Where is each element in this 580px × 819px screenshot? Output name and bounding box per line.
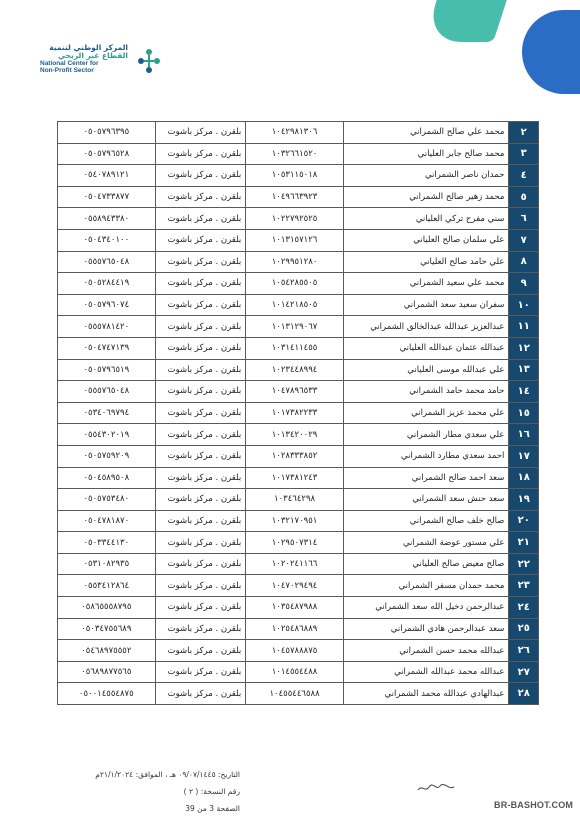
row-id-number: ١٠٤٥٥٤٤٦٥٨٨ xyxy=(246,683,344,705)
row-number: ٢ xyxy=(509,122,539,144)
row-name: محمد علي سعيد الشمراني xyxy=(343,273,509,295)
table-row xyxy=(58,143,539,165)
table-body xyxy=(58,122,539,705)
row-id-number: ١٠١٣١٢٩٠٦٧ xyxy=(246,316,344,338)
logo-arabic-line2: القطاع غير الربحي xyxy=(58,51,128,60)
row-phone: ٠٥٦٨٩٨٧٧٥٦٥ xyxy=(58,661,156,683)
row-number: ٢٦ xyxy=(509,640,539,662)
row-id-number: ١٠٢٨٣٣٣٨٥٢ xyxy=(246,445,344,467)
row-number: ٢١ xyxy=(509,532,539,554)
table-row xyxy=(58,597,539,619)
row-location: بلقرن . مركز باشوت xyxy=(155,208,246,230)
row-phone: ٠٥٥٨٩٤٣٣٨٠ xyxy=(58,208,156,230)
table-row xyxy=(58,294,539,316)
table-row xyxy=(58,618,539,640)
row-number: ٢٥ xyxy=(509,618,539,640)
table-row xyxy=(58,402,539,424)
footer-date: التاريخ: ٠٩/٠٧/١٤٤٥ هـ ، الموافق: ٢١/١/٢٠٢٤م xyxy=(95,770,240,779)
table-row xyxy=(58,424,539,446)
row-number: ١٥ xyxy=(509,402,539,424)
row-id-number: ١٠٤٢٩٨١٣٠٦ xyxy=(246,122,344,144)
table-row xyxy=(58,316,539,338)
row-number: ١٠ xyxy=(509,294,539,316)
row-phone: ٠٥٠٥٧٥٣٤٨٠ xyxy=(58,489,156,511)
logo-text xyxy=(40,44,128,74)
table-row xyxy=(58,208,539,230)
row-location: بلقرن . مركز باشوت xyxy=(155,640,246,662)
row-phone: ٠٥٠٤٣٤٠١٠٠ xyxy=(58,229,156,251)
table-row xyxy=(58,661,539,683)
row-name: عبدالهادي عبدالله محمد الشمراني xyxy=(343,683,509,705)
row-name: علي محمد عزيز الشمراني xyxy=(343,402,509,424)
row-phone: ٠٥٠٥٧٩٦٥٢٨ xyxy=(58,143,156,165)
row-location: بلقرن . مركز باشوت xyxy=(155,424,246,446)
table-row xyxy=(58,381,539,403)
table-row xyxy=(58,532,539,554)
table-row xyxy=(58,337,539,359)
row-phone: ٠٥٤٦٨٩٧٥٥٥٢ xyxy=(58,640,156,662)
document-footer xyxy=(90,766,240,817)
row-location: بلقرن . مركز باشوت xyxy=(155,618,246,640)
row-number: ٢٨ xyxy=(509,683,539,705)
row-location: بلقرن . مركز باشوت xyxy=(155,597,246,619)
row-location: بلقرن . مركز باشوت xyxy=(155,402,246,424)
row-id-number: ١٠٤٩٦٦٣٩٢٣ xyxy=(246,186,344,208)
row-location: بلقرن . مركز باشوت xyxy=(155,532,246,554)
row-phone: ٠٥٠٥٧٥٩٢٠٩ xyxy=(58,445,156,467)
row-number: ٢٧ xyxy=(509,661,539,683)
row-number: ١٢ xyxy=(509,337,539,359)
row-phone: ٠٥٣٤٠٦٩٧٩٤ xyxy=(58,402,156,424)
row-location: بلقرن . مركز باشوت xyxy=(155,294,246,316)
row-number: ١٣ xyxy=(509,359,539,381)
row-name: محمد صالح جابر العلياني xyxy=(343,143,509,165)
row-number: ٥ xyxy=(509,186,539,208)
row-name: علي سعدي مطار الشمراني xyxy=(343,424,509,446)
row-id-number: ١٠٤٧٨٩٦٥٣٣ xyxy=(246,381,344,403)
decorative-teal-shape xyxy=(423,0,507,42)
row-name: علي سلمان صالح العلياني xyxy=(343,229,509,251)
row-id-number: ١٠١٤٥٥٤٤٨٨ xyxy=(246,661,344,683)
row-phone: ٠٥٥٣٤١٢٨٦٤ xyxy=(58,575,156,597)
table-row xyxy=(58,683,539,705)
row-name: صالح خلف صالح الشمراني xyxy=(343,510,509,532)
row-name: حامد محمد حامد الشمراني xyxy=(343,381,509,403)
table-row xyxy=(58,229,539,251)
ncnp-logo xyxy=(40,44,160,86)
beneficiaries-table xyxy=(57,121,539,705)
table-row xyxy=(58,640,539,662)
footer-copy-number: رقم النسخة: ( ٢ ) xyxy=(183,787,240,796)
row-id-number: ١٠٥٤٢٨٥٥٠٥ xyxy=(246,273,344,295)
row-number: ٢٣ xyxy=(509,575,539,597)
row-name: علي عبدالله موسى العلياني xyxy=(343,359,509,381)
row-location: بلقرن . مركز باشوت xyxy=(155,445,246,467)
decorative-blue-shape xyxy=(522,10,580,94)
table-row xyxy=(58,445,539,467)
row-phone: ٠٥٠٥٧٩٦٣٩٥ xyxy=(58,122,156,144)
row-phone: ٠٥٠٥٢٨٤٤١٩ xyxy=(58,273,156,295)
row-id-number: ١٠٢٩٥٠٧٣١٤ xyxy=(246,532,344,554)
row-id-number: ١٠٢٥٤٨٦٨٨٩ xyxy=(246,618,344,640)
row-location: بلقرن . مركز باشوت xyxy=(155,381,246,403)
table-row xyxy=(58,553,539,575)
row-id-number: ١٠٥٣١١٥٠١٨ xyxy=(246,165,344,187)
row-number: ١١ xyxy=(509,316,539,338)
row-id-number: ١٠١٧٣٨١٢٤٣ xyxy=(246,467,344,489)
row-id-number: ١٠٣٢٦٦١٥٢٠ xyxy=(246,143,344,165)
row-phone: ٠٥٥٥٧٨١٤٢٠ xyxy=(58,316,156,338)
row-phone: ٠٥٥٥٧٦٥٠٤٨ xyxy=(58,381,156,403)
site-watermark: BR-BASHOT.COM xyxy=(494,800,574,810)
row-number: ١٦ xyxy=(509,424,539,446)
logo-mark-icon xyxy=(134,46,164,76)
row-id-number: ١٠٣٢١٧٠٩٥١ xyxy=(246,510,344,532)
row-phone: ٠٥٠٣٣٤٤١٣٠ xyxy=(58,532,156,554)
row-phone: ٠٥٠٠١٤٥٥٤٨٧٥ xyxy=(58,683,156,705)
table-row xyxy=(58,467,539,489)
row-phone: ٠٥٤٠٧٨٩١٢١ xyxy=(58,165,156,187)
row-location: بلقرن . مركز باشوت xyxy=(155,489,246,511)
row-name: عبدالعزيز عبدالله عبدالخالق الشمراني xyxy=(343,316,509,338)
row-name: سني مفرح تركي العلياني xyxy=(343,208,509,230)
logo-arabic-line1: المركز الوطني لتنمية xyxy=(49,43,128,52)
row-id-number: ١٠٣٤٦٤٢٩٨ xyxy=(246,489,344,511)
logo-english-line1: National Center for xyxy=(40,60,99,67)
row-number: ٢٤ xyxy=(509,597,539,619)
row-name: سعد احمد صالح الشمراني xyxy=(343,467,509,489)
row-number: ١٨ xyxy=(509,467,539,489)
row-name: حمدان ناصر الشمراني xyxy=(343,165,509,187)
row-number: ١٤ xyxy=(509,381,539,403)
row-location: بلقرن . مركز باشوت xyxy=(155,359,246,381)
row-id-number: ١٠٤٧٠٢٩٤٩٤ xyxy=(246,575,344,597)
row-name: سعد حنش سعد الشمراني xyxy=(343,489,509,511)
row-location: بلقرن . مركز باشوت xyxy=(155,186,246,208)
row-name: محمد زهير صالح الشمراني xyxy=(343,186,509,208)
row-location: بلقرن . مركز باشوت xyxy=(155,251,246,273)
row-name: علي حامد صالح العلياني xyxy=(343,251,509,273)
row-phone: ٠٥٥٤٣٠٢٠١٩ xyxy=(58,424,156,446)
row-location: بلقرن . مركز باشوت xyxy=(155,143,246,165)
row-id-number: ١٠٣١٤١١٤٥٥ xyxy=(246,337,344,359)
row-phone: ٠٥٠٤٧٤٧١٣٩ xyxy=(58,337,156,359)
footer-page-number: الصفحة 3 من 39 xyxy=(185,804,240,813)
row-phone: ٠٥٨٦٥٥٥٨٧٩٥ xyxy=(58,597,156,619)
table-row xyxy=(58,575,539,597)
table-row xyxy=(58,510,539,532)
row-number: ٧ xyxy=(509,229,539,251)
row-location: بلقرن . مركز باشوت xyxy=(155,661,246,683)
table-row xyxy=(58,273,539,295)
row-name: عبدالله محمد عبدالله الشمراني xyxy=(343,661,509,683)
row-id-number: ١٠٢٠٢٤١١٦٦ xyxy=(246,553,344,575)
row-location: بلقرن . مركز باشوت xyxy=(155,553,246,575)
row-number: ٣ xyxy=(509,143,539,165)
row-number: ٩ xyxy=(509,273,539,295)
table-row xyxy=(58,165,539,187)
row-phone: ٠٥٣١٠٨٢٩٣٥ xyxy=(58,553,156,575)
row-name: علي مستور عوضة الشمراني xyxy=(343,532,509,554)
row-name: سفران سعيد سعد الشمراني xyxy=(343,294,509,316)
row-location: بلقرن . مركز باشوت xyxy=(155,273,246,295)
signature-mark xyxy=(416,781,456,795)
table-row xyxy=(58,489,539,511)
row-id-number: ١٠٤٥٧٨٨٨٧٥ xyxy=(246,640,344,662)
row-location: بلقرن . مركز باشوت xyxy=(155,337,246,359)
row-name: صالح معيض صالح العلياني xyxy=(343,553,509,575)
row-number: ٢٢ xyxy=(509,553,539,575)
table-row xyxy=(58,186,539,208)
row-name: احمد سعدي مطارد الشمراني xyxy=(343,445,509,467)
row-phone: ٠٥٠٤٥٨٩٥٠٨ xyxy=(58,467,156,489)
row-id-number: ١٠٢٩٩٥١٢٨٠ xyxy=(246,251,344,273)
row-phone: ٠٥٥٥٧٦٥٠٤٨ xyxy=(58,251,156,273)
row-phone: ٠٥٠٣٤٧٥٥٦٨٩ xyxy=(58,618,156,640)
row-id-number: ١٠١٣٤٢٠٠٢٩ xyxy=(246,424,344,446)
row-name: عبدالله محمد حسن الشمراني xyxy=(343,640,509,662)
row-name: عبدالله عثمان عبدالله العلياني xyxy=(343,337,509,359)
row-number: ٢٠ xyxy=(509,510,539,532)
table-row xyxy=(58,251,539,273)
row-id-number: ١٠١٧٣٨٢٢٣٣ xyxy=(246,402,344,424)
row-number: ٦ xyxy=(509,208,539,230)
row-number: ١٧ xyxy=(509,445,539,467)
row-location: بلقرن . مركز باشوت xyxy=(155,229,246,251)
row-phone: ٠٥٠٥٧٩٦٠٧٤ xyxy=(58,294,156,316)
logo-english-line2: Non-Profit Sector xyxy=(40,67,94,74)
row-id-number: ١٠١٣١٥٧١٢٦ xyxy=(246,229,344,251)
row-location: بلقرن . مركز باشوت xyxy=(155,683,246,705)
row-id-number: ١٠٢٢٧٩٢٥٢٥ xyxy=(246,208,344,230)
row-name: محمد علي صالح الشمراني xyxy=(343,122,509,144)
row-name: سعد عبدالرحمن هادي الشمراني xyxy=(343,618,509,640)
row-name: عبدالرحمن دخيل الله سعد الشمراني xyxy=(343,597,509,619)
row-location: بلقرن . مركز باشوت xyxy=(155,165,246,187)
row-id-number: ١٠٣٥٤٨٧٩٨٨ xyxy=(246,597,344,619)
table-row xyxy=(58,359,539,381)
row-phone: ٠٥٠٤٧٨١٨٧٠ xyxy=(58,510,156,532)
table-row xyxy=(58,122,539,144)
row-phone: ٠٥٠٥٧٩٦٥١٩ xyxy=(58,359,156,381)
row-location: بلقرن . مركز باشوت xyxy=(155,575,246,597)
row-phone: ٠٥٠٤٧٣٣٨٧٧ xyxy=(58,186,156,208)
row-location: بلقرن . مركز باشوت xyxy=(155,510,246,532)
row-location: بلقرن . مركز باشوت xyxy=(155,467,246,489)
row-number: ١٩ xyxy=(509,489,539,511)
row-number: ٤ xyxy=(509,165,539,187)
row-location: بلقرن . مركز باشوت xyxy=(155,122,246,144)
row-location: بلقرن . مركز باشوت xyxy=(155,316,246,338)
row-id-number: ١٠٢٣٤٤٨٩٩٤ xyxy=(246,359,344,381)
row-id-number: ١٠١٤٢١٨٥٠٥ xyxy=(246,294,344,316)
row-number: ٨ xyxy=(509,251,539,273)
row-name: محمد حمدان مسفر الشمراني xyxy=(343,575,509,597)
